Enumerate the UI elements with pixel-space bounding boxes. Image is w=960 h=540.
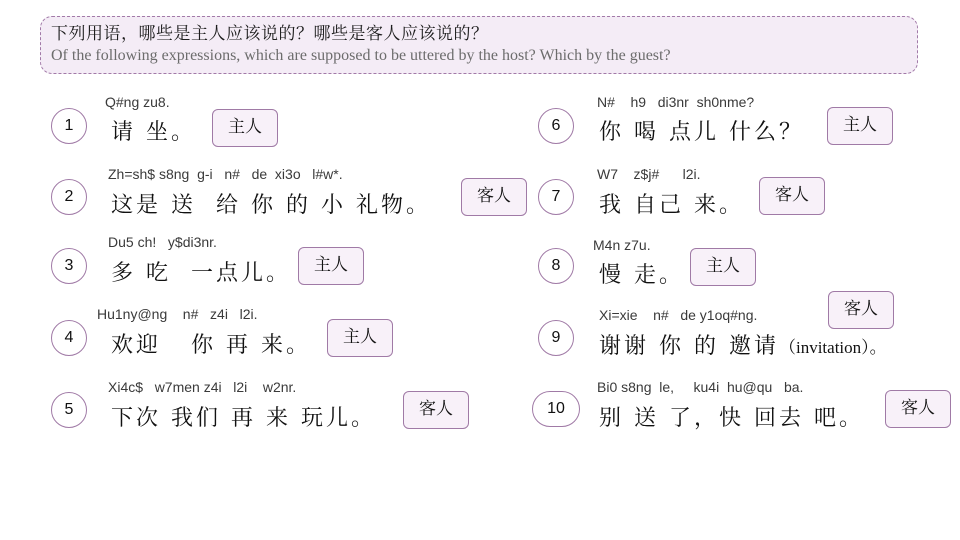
item-number-6: 6	[538, 108, 574, 144]
item-pinyin-8: M4n z7u.	[593, 237, 651, 253]
role-box-9[interactable]: 客人	[828, 291, 894, 329]
item-hanzi-9-text: 谢谢 你 的 邀请	[599, 334, 779, 359]
item-hanzi-8: 慢 走。	[599, 263, 684, 288]
item-pinyin-6: N# h9 di3nr sh0nme?	[597, 94, 755, 110]
instruction-box	[40, 16, 918, 74]
item-number-2: 2	[51, 179, 87, 215]
item-number-3: 3	[51, 248, 87, 284]
role-box-3[interactable]: 主人	[298, 247, 364, 285]
item-number-1: 1	[51, 108, 87, 144]
instruction-chinese: 下列用语，哪些是主人应该说的？哪些是客人应该说的？	[51, 24, 489, 44]
item-hanzi-5: 下次 我们 再 来 玩儿。	[111, 406, 376, 431]
item-hanzi-2: 这是 送 给 你 的 小 礼物。	[111, 193, 431, 218]
item-pinyin-3: Du5 ch! y$di3nr.	[108, 234, 217, 250]
item-pinyin-2: Zh=sh$ s8ng g-i n# de xi3o l#w*.	[108, 166, 343, 182]
item-number-5: 5	[51, 392, 87, 428]
item-hanzi-4: 欢迎 你 再 来。	[111, 333, 311, 358]
item-pinyin-1: Q#ng zu8.	[105, 94, 170, 110]
item-number-8: 8	[538, 248, 574, 284]
role-box-7[interactable]: 客人	[759, 177, 825, 215]
item-hanzi-7: 我 自己 来。	[599, 193, 744, 218]
item-pinyin-10: Bi0 s8ng le, ku4i hu@qu ba.	[597, 379, 804, 395]
item-hanzi-6: 你 喝 点儿 什么？	[599, 120, 804, 145]
instruction-english: Of the following expressions, which are supposed to be uttered by the host? Which by the guest?	[51, 47, 671, 64]
item-number-4: 4	[51, 320, 87, 356]
item-number-7: 7	[538, 179, 574, 215]
item-hanzi-1: 请 坐。	[111, 120, 196, 145]
role-box-5[interactable]: 客人	[403, 391, 469, 429]
role-box-2[interactable]: 客人	[461, 178, 527, 216]
role-box-6[interactable]: 主人	[827, 107, 893, 145]
item-hanzi-9	[599, 329, 887, 360]
role-box-10[interactable]: 客人	[885, 390, 951, 428]
item-pinyin-9: Xi=xie n# de y1oq#ng.	[599, 307, 758, 323]
item-number-10: 10	[532, 391, 580, 427]
item-pinyin-4: Hu1ny@ng n# z4i l2i.	[97, 306, 258, 322]
role-box-8[interactable]: 主人	[690, 248, 756, 286]
item-hanzi-3: 多 吃 一点儿。	[111, 261, 291, 286]
role-box-1[interactable]: 主人	[212, 109, 278, 147]
item-number-9: 9	[538, 320, 574, 356]
item-pinyin-7: W7 z$j# l2i.	[597, 166, 701, 182]
item-pinyin-5: Xi4c$ w7men z4i l2i w2nr.	[108, 379, 297, 395]
role-box-4[interactable]: 主人	[327, 319, 393, 357]
item-gloss-9: （invitation）。	[778, 338, 887, 357]
item-hanzi-10: 别 送 了，快 回去 吧。	[599, 406, 864, 431]
